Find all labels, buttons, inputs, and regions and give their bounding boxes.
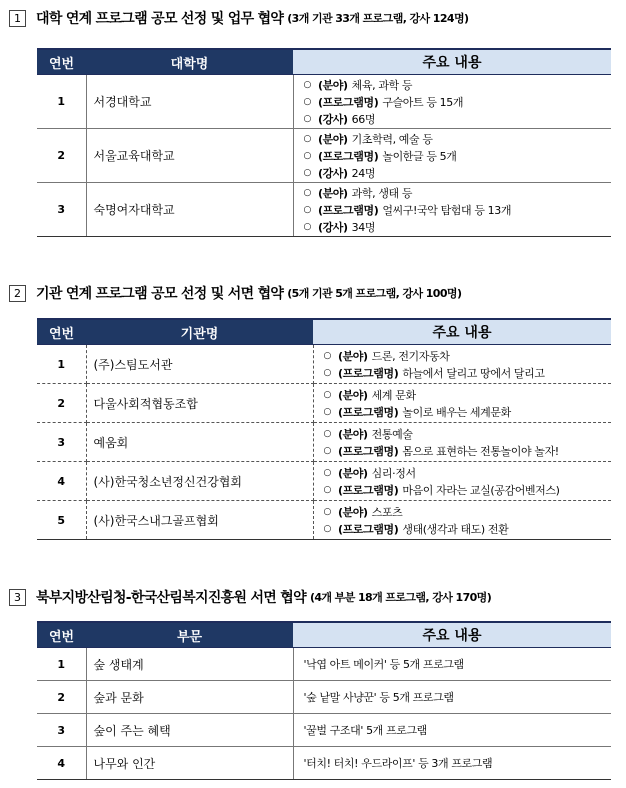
row-name: (주)스팀도서관: [86, 345, 313, 384]
row-name: 나무와 인간: [86, 747, 293, 780]
content-text: 24명: [351, 166, 376, 180]
content-text: '숲 낱말 사냥꾼' 등 5개 프로그램: [303, 691, 454, 704]
content-category: (프로그램명): [317, 95, 379, 109]
section-3-heading: [9, 587, 491, 607]
bullet-circle-icon: ○: [303, 79, 311, 90]
row-number: 2: [37, 129, 86, 183]
section-subtitle: (4개 부분 18개 프로그램, 강사 170명): [309, 591, 492, 604]
section-number-box: 2: [9, 285, 26, 302]
content-text: 스포츠: [371, 505, 403, 519]
content-line: [304, 110, 612, 127]
col-header-name: 대학명: [86, 49, 293, 75]
row-number: 4: [37, 747, 86, 780]
section-subtitle: (5개 기관 5개 프로그램, 강사 100명): [287, 287, 462, 300]
row-number: 3: [37, 423, 86, 462]
table-row: [37, 747, 611, 780]
table-row: [37, 681, 611, 714]
row-content: [293, 648, 611, 681]
content-line: [324, 364, 612, 381]
row-number: 1: [37, 345, 86, 384]
bullet-circle-icon: ○: [303, 96, 311, 107]
row-name: 서울교육대학교: [86, 129, 293, 183]
row-number: 2: [37, 384, 86, 423]
section-title: 기관 연계 프로그램 공모 선정 및 서면 협약: [36, 286, 284, 302]
bullet-circle-icon: ○: [303, 221, 311, 232]
content-text: 체육, 과학 등: [351, 78, 413, 92]
content-line: [324, 442, 612, 459]
row-name: 숲 생태계: [86, 648, 293, 681]
bullet-circle-icon: ○: [323, 350, 331, 361]
content-line: [304, 218, 612, 235]
content-line: [324, 386, 612, 403]
content-text: 34명: [351, 220, 376, 234]
row-number: 3: [37, 714, 86, 747]
table-row: [37, 501, 611, 540]
content-line: [304, 164, 612, 181]
row-number: 1: [37, 648, 86, 681]
section-subtitle: (3개 기관 33개 프로그램, 강사 124명): [287, 12, 469, 25]
content-text: 하늘에서 달리고 땅에서 달리고: [402, 366, 545, 380]
content-text: 놀이한글 등 5개: [382, 149, 457, 163]
col-header-content: 주요 내용: [293, 622, 611, 648]
content-text: 생태(생각과 태도) 전환: [402, 522, 509, 536]
bullet-circle-icon: ○: [303, 133, 311, 144]
content-text: '낙엽 아트 메이커' 등 5개 프로그램: [303, 658, 464, 671]
table-row: [37, 129, 611, 183]
row-name: (사)한국청소년정신건강협회: [86, 462, 313, 501]
row-content: [293, 75, 611, 129]
content-line: [324, 481, 612, 498]
content-text: 놀이로 배우는 세계문화: [402, 405, 511, 419]
table-row: [37, 714, 611, 747]
content-text: 구슬아트 등 15개: [382, 95, 464, 109]
row-number: 1: [37, 75, 86, 129]
row-name: 숙명여자대학교: [86, 183, 293, 237]
col-header-name: 부문: [86, 622, 293, 648]
col-header-content: 주요 내용: [313, 319, 611, 345]
content-line: [304, 722, 612, 739]
content-category: (프로그램명): [337, 366, 399, 380]
col-header-name: 기관명: [86, 319, 313, 345]
content-text: 마음이 자라는 교실(공감어벤저스): [402, 483, 560, 497]
row-content: [293, 747, 611, 780]
table-row: [37, 384, 611, 423]
content-line: [324, 464, 612, 481]
table-row: [37, 345, 611, 384]
content-category: (강사): [317, 220, 348, 234]
row-number: 5: [37, 501, 86, 540]
content-text: 몸으로 표현하는 전통놀이야 놀자!: [402, 444, 559, 458]
content-line: [304, 76, 612, 93]
row-content: [313, 423, 611, 462]
content-line: [304, 689, 612, 706]
table-row: [37, 75, 611, 129]
row-number: 3: [37, 183, 86, 237]
content-line: [304, 93, 612, 110]
row-name: 다울사회적협동조합: [86, 384, 313, 423]
row-name: (사)한국스내그골프협회: [86, 501, 313, 540]
content-text: 66명: [351, 112, 376, 126]
row-number: 4: [37, 462, 86, 501]
content-text: 얼씨구!국악 탐험대 등 13개: [382, 203, 512, 217]
table-row: [37, 183, 611, 237]
content-text: '터치! 터치! 우드라이프' 등 3개 프로그램: [303, 757, 493, 770]
row-name: 숲과 문화: [86, 681, 293, 714]
bullet-circle-icon: ○: [323, 406, 331, 417]
bullet-circle-icon: ○: [303, 150, 311, 161]
bullet-circle-icon: ○: [303, 204, 311, 215]
university-table: [37, 48, 611, 237]
section-number-box: 1: [9, 10, 26, 27]
bullet-circle-icon: ○: [323, 367, 331, 378]
row-name: 서경대학교: [86, 75, 293, 129]
content-line: [304, 755, 612, 772]
content-category: (분야): [337, 466, 368, 480]
row-content: [313, 345, 611, 384]
content-category: (분야): [317, 78, 348, 92]
bullet-circle-icon: ○: [323, 445, 331, 456]
row-name: 숲이 주는 혜택: [86, 714, 293, 747]
content-line: [324, 403, 612, 420]
content-category: (프로그램명): [337, 405, 399, 419]
section-title: 북부지방산림청-한국산림복지진흥원 서면 협약: [36, 590, 306, 606]
row-number: 2: [37, 681, 86, 714]
content-line: [324, 425, 612, 442]
col-header-content: 주요 내용: [293, 49, 611, 75]
table-row: [37, 423, 611, 462]
section-number-box: 3: [9, 589, 26, 606]
section-2-heading: [9, 283, 461, 303]
content-line: [304, 184, 612, 201]
content-text: '꿀벌 구조대' 5개 프로그램: [303, 724, 427, 737]
content-category: (분야): [317, 186, 348, 200]
row-content: [293, 183, 611, 237]
content-line: [304, 656, 612, 673]
row-content: [293, 714, 611, 747]
content-category: (분야): [317, 132, 348, 146]
content-category: (분야): [337, 349, 368, 363]
bullet-circle-icon: ○: [303, 113, 311, 124]
content-text: 심리·정서: [371, 466, 416, 480]
bullet-circle-icon: ○: [303, 167, 311, 178]
content-line: [324, 347, 612, 364]
forest-program-table: [37, 621, 611, 780]
row-content: [293, 129, 611, 183]
row-content: [313, 462, 611, 501]
bullet-circle-icon: ○: [323, 484, 331, 495]
row-content: [313, 384, 611, 423]
table-row: [37, 462, 611, 501]
content-line: [304, 147, 612, 164]
content-text: 전통예술: [371, 427, 413, 441]
content-line: [324, 503, 612, 520]
content-category: (강사): [317, 112, 348, 126]
row-name: 예움회: [86, 423, 313, 462]
content-category: (프로그램명): [337, 483, 399, 497]
col-header-no: 연번: [37, 319, 86, 345]
section-title: 대학 연계 프로그램 공모 선정 및 업무 협약: [36, 11, 284, 27]
content-category: (프로그램명): [337, 444, 399, 458]
content-category: (분야): [337, 505, 368, 519]
section-1-heading: [9, 8, 468, 28]
bullet-circle-icon: ○: [323, 389, 331, 400]
row-content: [313, 501, 611, 540]
bullet-circle-icon: ○: [323, 523, 331, 534]
content-category: (프로그램명): [317, 149, 379, 163]
content-text: 세계 문화: [371, 388, 416, 402]
institution-table: [37, 318, 611, 540]
table-row: [37, 648, 611, 681]
bullet-circle-icon: ○: [323, 428, 331, 439]
content-category: (강사): [317, 166, 348, 180]
row-content: [293, 681, 611, 714]
content-text: 과학, 생태 등: [351, 186, 413, 200]
content-line: [324, 520, 612, 537]
content-text: 드론, 전기자동차: [371, 349, 450, 363]
bullet-circle-icon: ○: [323, 467, 331, 478]
bullet-circle-icon: ○: [303, 187, 311, 198]
content-category: (프로그램명): [317, 203, 379, 217]
content-line: [304, 201, 612, 218]
content-category: (분야): [337, 388, 368, 402]
content-category: (프로그램명): [337, 522, 399, 536]
content-line: [304, 130, 612, 147]
content-text: 기초학력, 예술 등: [351, 132, 433, 146]
col-header-no: 연번: [37, 622, 86, 648]
content-category: (분야): [337, 427, 368, 441]
bullet-circle-icon: ○: [323, 506, 331, 517]
col-header-no: 연번: [37, 49, 86, 75]
